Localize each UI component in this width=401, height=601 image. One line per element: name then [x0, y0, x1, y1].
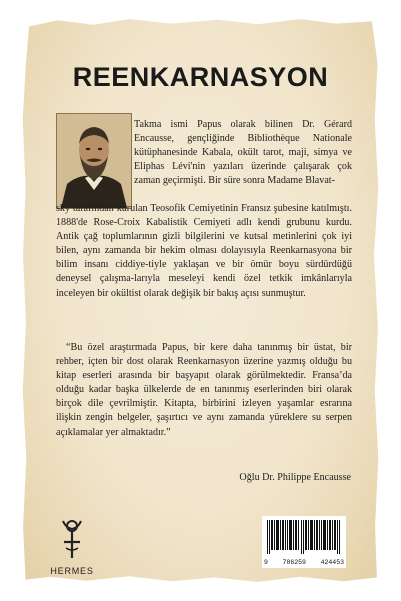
- quote-paragraph: “Bu özel araştırmada Papus, bir kere daha tanınmış bir üstat, bir rehber, içten bir dost olarak Reenkarnasyon üzerine yazmış olduğu bu kitap eserleri arasında bir başyapıt olarak görülmektedir. Fransa’da olduğu kadar başka ülkelerde de en tanınmış eserlerinden biri olarak birçok dile çevrilmiştir. Kitapta, birbirini izleyen yaşamlar esrarına ilişkin zengin belgeler, şaşırtıcı ve aynı zamanda yüreklere su serpen açıklamalar yer almaktadır.”: [56, 342, 352, 438]
- isbn-group-1: 786259: [282, 559, 306, 566]
- publisher-name: HERMES: [50, 566, 94, 576]
- intro-paragraph-top: Takma ismi Papus olarak bilinen Dr. Gérard Encausse, gençliğinde Bibliothèque Nationale kütüphanesinde Kabala, okült tarot, maji, simya ve Eliphas Lévi'nin yazıları üzerinde çalışarak çok zaman geçirmişti. Bir süre sonra Madame Blavat-: [134, 119, 352, 187]
- isbn-group-2: 424453: [320, 559, 344, 566]
- isbn-barcode: [262, 516, 346, 568]
- isbn-number: [264, 559, 344, 566]
- signature: Oğlu Dr. Philippe Encausse: [239, 472, 351, 483]
- portrait-image: [57, 114, 131, 208]
- book-title: REENKARNASYON: [72, 62, 329, 92]
- hermes-logo-icon: [54, 518, 90, 560]
- isbn-lead: 9: [264, 559, 268, 566]
- barcode-bars: [267, 520, 341, 554]
- intro-paragraph-bottom: sky tarafından kurulan Teosofik Cemiyetinin Fransız şubesine katılmıştı. 1888'de Rose-Croix Kabalistik Cemiyeti adlı kendi grubunu kurdu. Antik çağ toplumlarının gizli bilgilerini ve kutsal metinlerini çok iyi bilen, aynı zamanda bir hekim olması dolayısıyla Reenkarnasyona bir bilim insanı ciddiye-tiyle yaklaşan ve bir ömür boyu sürdürdüğü deneysel çalışma-larıyla meseleyi kendi özel tetkik imkânlarıyla inceleyen bir okültist olarak değişik bir bakış açısı sunmuştur.: [56, 203, 352, 299]
- author-portrait: [56, 113, 132, 209]
